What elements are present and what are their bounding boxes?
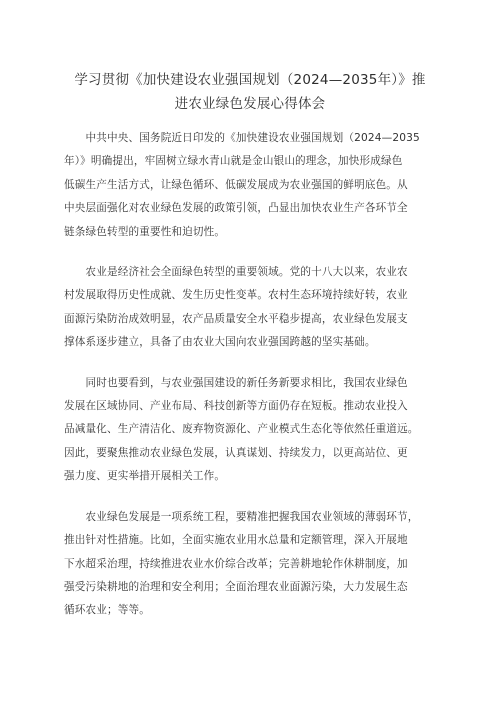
text-line: 强受污染耕地的治理和安全利用；全面治理农业面源污染，大力发展生态 bbox=[64, 580, 408, 593]
text-line: 中央层面强化对农业绿色发展的政策引领，凸显出加快农业生产各环节全 bbox=[64, 202, 408, 215]
text-line: 发展在区域协同、产业布局、科技创新等方面仍存在短板。推动农业投入 bbox=[64, 400, 408, 413]
text-line: 强力度、更实举措开展相关工作。 bbox=[64, 470, 226, 483]
text-line: 因此，要聚焦推动农业绿色发展，认真谋划、持续发力，以更高站位、更 bbox=[64, 446, 408, 459]
text-line: 品减量化、生产清洁化、废弃物资源化、产业模式生态化等依然任重道远。 bbox=[64, 423, 419, 436]
text-line: 面源污染防治成效明显，农产品质量安全水平稳步提高，农业绿色发展支 bbox=[64, 312, 408, 325]
text-line: 低碳生产生活方式，让绿色循环、低碳发展成为农业强国的鲜明底色。从 bbox=[64, 178, 408, 191]
title-line: 进农业绿色发展心得体会 bbox=[174, 96, 326, 112]
text-line: 撑体系逐步建立，具备了由农业大国向农业强国跨越的坚实基础。 bbox=[64, 336, 376, 349]
paragraph-3 bbox=[64, 372, 442, 489]
text-line: 农业绿色发展是一项系统工程，要精准把握我国农业领域的薄弱环节， bbox=[64, 510, 419, 523]
paragraph-4 bbox=[64, 506, 442, 623]
text-line: 农业是经济社会全面绿色转型的重要领域。党的十八大以来，农业农 bbox=[64, 266, 408, 279]
text-line: 循环农业；等等。 bbox=[64, 604, 150, 617]
paragraph-1 bbox=[64, 127, 442, 244]
text-line: 同时也要看到，与农业强国建设的新任务新要求相比，我国农业绿色 bbox=[64, 376, 408, 389]
document-body bbox=[64, 127, 442, 640]
text-line: 中共中央、国务院近日印发的《加快建设农业强国规划（2024—2035 bbox=[64, 132, 420, 144]
text-line: 推出针对性措施。比如，全面实施农业用水总量和定额管理，深入开展地 bbox=[64, 534, 408, 547]
text-line: 村发展取得历史性成就、发生历史性变革。农村生态环境持续好转，农业 bbox=[64, 289, 408, 302]
title-line: 学习贯彻《加快建设农业强国规划（2024—2035年）》推 bbox=[74, 72, 426, 88]
text-line: 年）》明确提出，牢固树立绿水青山就是金山银山的理念，加快形成绿色 bbox=[64, 155, 403, 168]
document-title bbox=[60, 68, 440, 116]
text-line: 链条绿色转型的重要性和迫切性。 bbox=[64, 225, 226, 238]
text-line: 下水超采治理，持续推进农业水价综合改革；完善耕地轮作休耕制度，加 bbox=[64, 557, 408, 570]
paragraph-2 bbox=[64, 261, 442, 355]
